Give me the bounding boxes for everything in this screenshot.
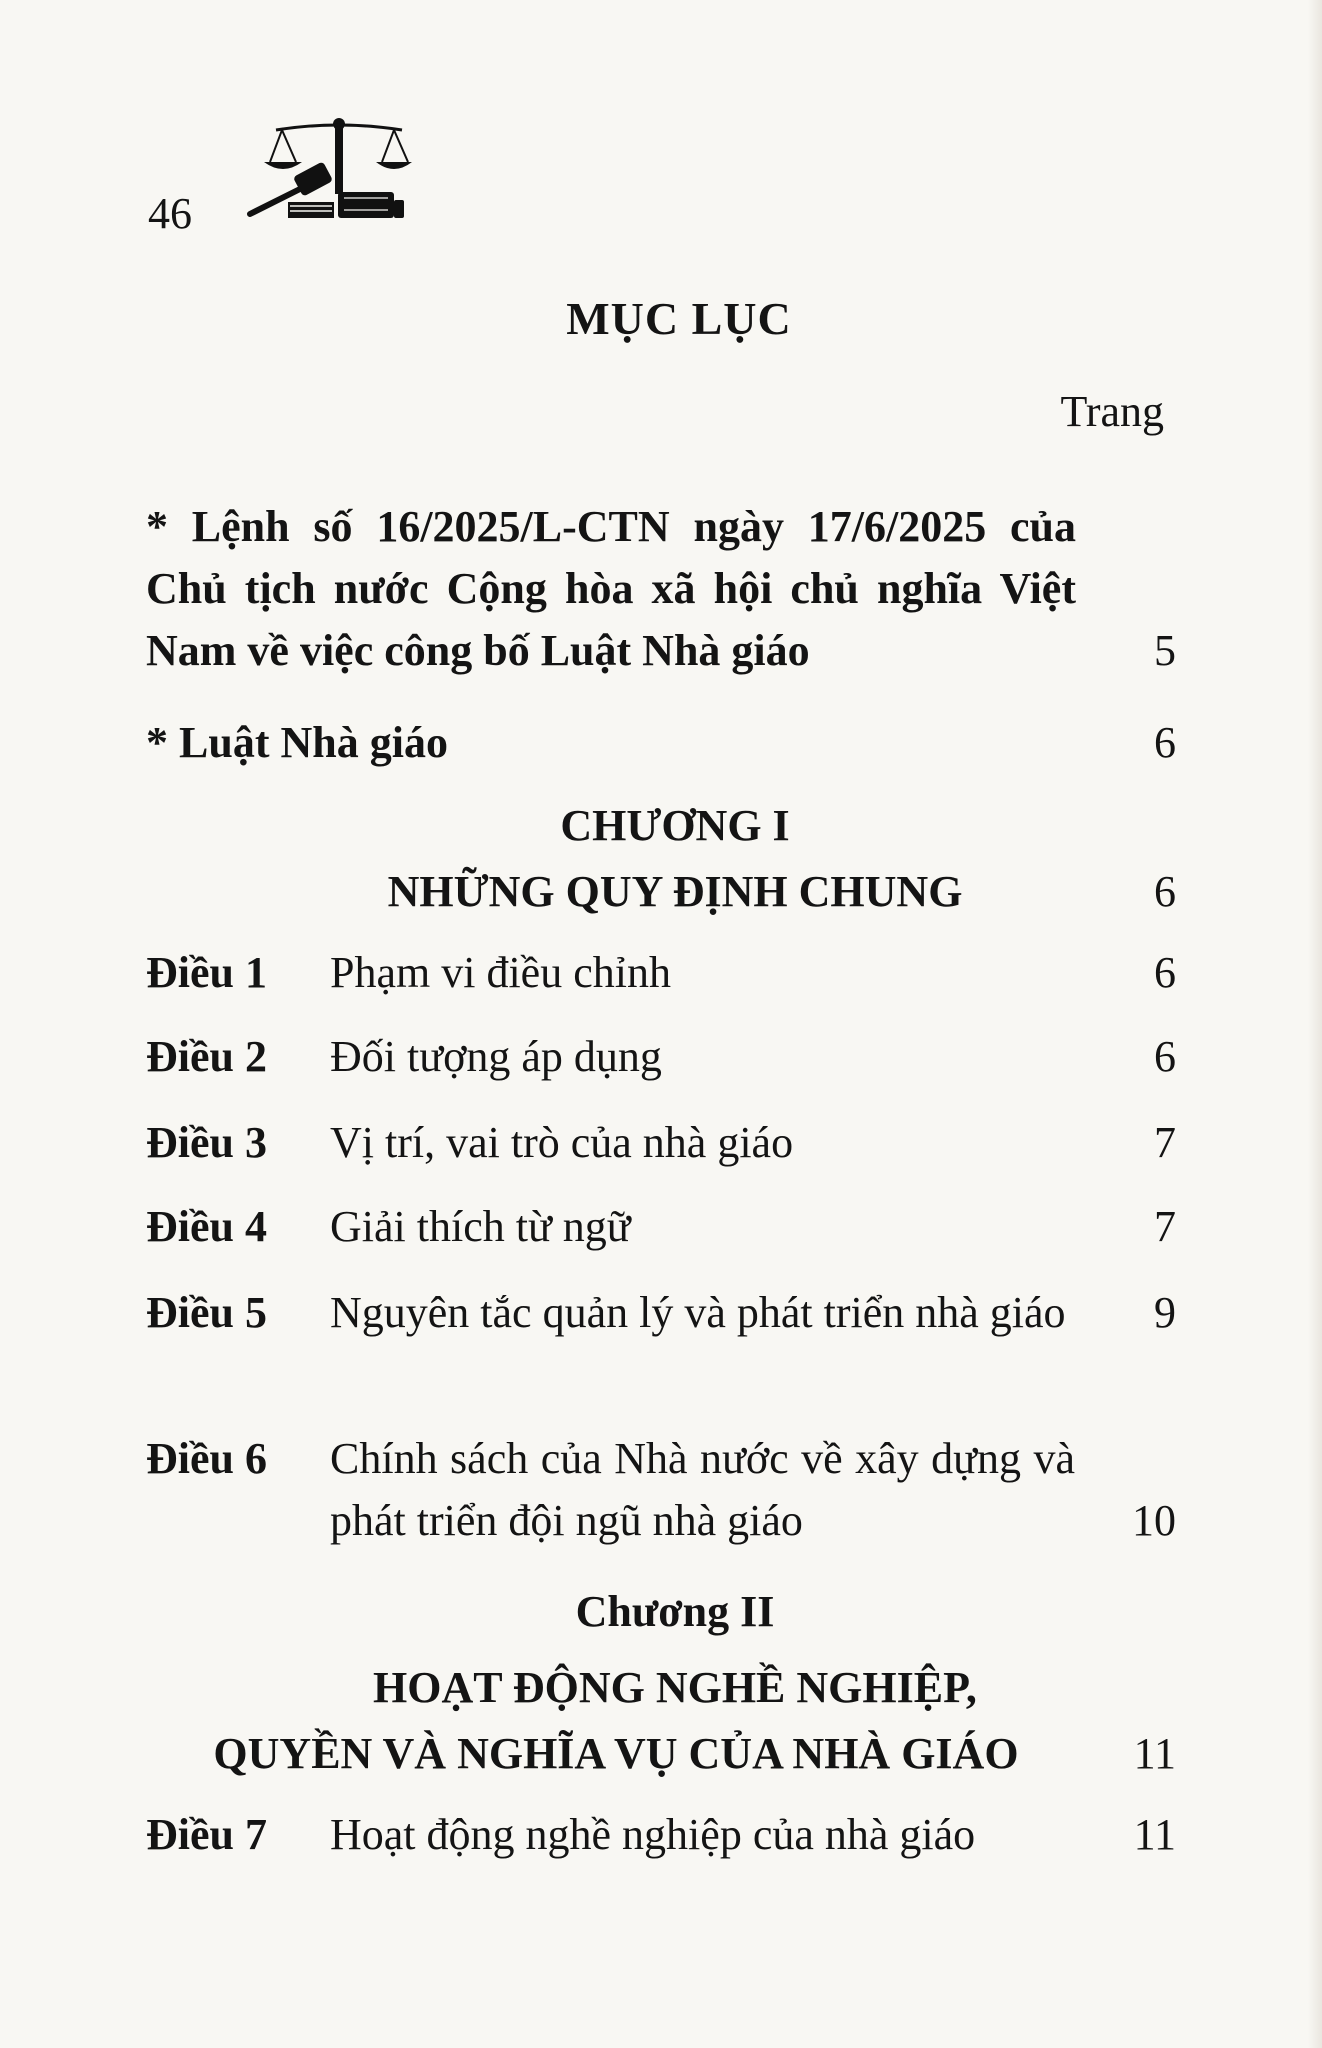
article-label: Điều 6: [146, 1434, 267, 1483]
chapter-1-heading: CHƯƠNG I: [560, 801, 790, 850]
article-label: Điều 7: [146, 1810, 267, 1859]
toc-article[interactable]: [146, 1196, 1176, 1258]
article-page: 10: [1132, 1496, 1176, 1545]
chapter-2-page: 11: [1133, 1729, 1176, 1778]
chapter-1-title[interactable]: NHỮNG QUY ĐỊNH CHUNG: [387, 867, 963, 916]
article-page: 6: [1154, 948, 1176, 997]
scales-of-justice-icon: [236, 116, 416, 236]
article-label: Điều 2: [146, 1032, 267, 1081]
article-page: 11: [1133, 1810, 1176, 1859]
article-page: 7: [1154, 1202, 1176, 1251]
article-label: Điều 3: [146, 1118, 267, 1167]
toc-article[interactable]: [146, 942, 1176, 1004]
page-column-label: Trang: [1060, 387, 1164, 436]
page-number: 46: [148, 189, 192, 238]
article-label: Điều 1: [146, 948, 267, 997]
toc-article[interactable]: [146, 1282, 1176, 1344]
toc-entry-decree[interactable]: [146, 496, 1176, 682]
toc-entry-text: * Luật Nhà giáo: [146, 718, 448, 767]
toc-article[interactable]: [146, 1804, 1176, 1866]
article-title: Giải thích từ ngữ: [330, 1202, 631, 1251]
toc-entry-page: 5: [1154, 626, 1176, 675]
toc-entry-law[interactable]: [146, 712, 1176, 774]
chapter-2-title-line-1[interactable]: HOẠT ĐỘNG NGHỀ NGHIỆP,: [373, 1663, 977, 1712]
toc-entry-page: 6: [1154, 718, 1176, 767]
article-title: Chính sách của Nhà nước về xây dựng và phát triển đội ngũ nhà giáo: [330, 1434, 1075, 1545]
chapter-2-heading: Chương II: [575, 1587, 775, 1636]
chapter-1-page: 6: [1154, 867, 1176, 916]
article-title: Phạm vi điều chỉnh: [330, 948, 671, 997]
article-page: 7: [1154, 1118, 1176, 1167]
article-title: Đối tượng áp dụng: [330, 1032, 662, 1081]
article-label: Điều 5: [146, 1288, 267, 1337]
table-of-contents-title: MỤC LỤC: [566, 293, 792, 344]
chapter-2-title-line-2[interactable]: QUYỀN VÀ NGHĨA VỤ CỦA NHÀ GIÁO: [213, 1729, 1019, 1778]
article-label: Điều 4: [146, 1202, 267, 1251]
toc-article[interactable]: [146, 1112, 1176, 1174]
article-title: Vị trí, vai trò của nhà giáo: [330, 1118, 794, 1167]
article-page: 6: [1154, 1032, 1176, 1081]
toc-entry-text: * Lệnh số 16/2025/L-CTN ngày 17/6/2025 của Chủ tịch nước Cộng hòa xã hội chủ nghĩa Việt Nam về việc công bố Luật Nhà giáo: [146, 502, 1076, 675]
article-page: 9: [1154, 1288, 1176, 1337]
article-title: Nguyên tắc quản lý và phát triển nhà giáo: [330, 1288, 1066, 1337]
toc-article[interactable]: [146, 1026, 1176, 1088]
article-title: Hoạt động nghề nghiệp của nhà giáo: [330, 1810, 976, 1859]
toc-article[interactable]: [146, 1428, 1176, 1552]
